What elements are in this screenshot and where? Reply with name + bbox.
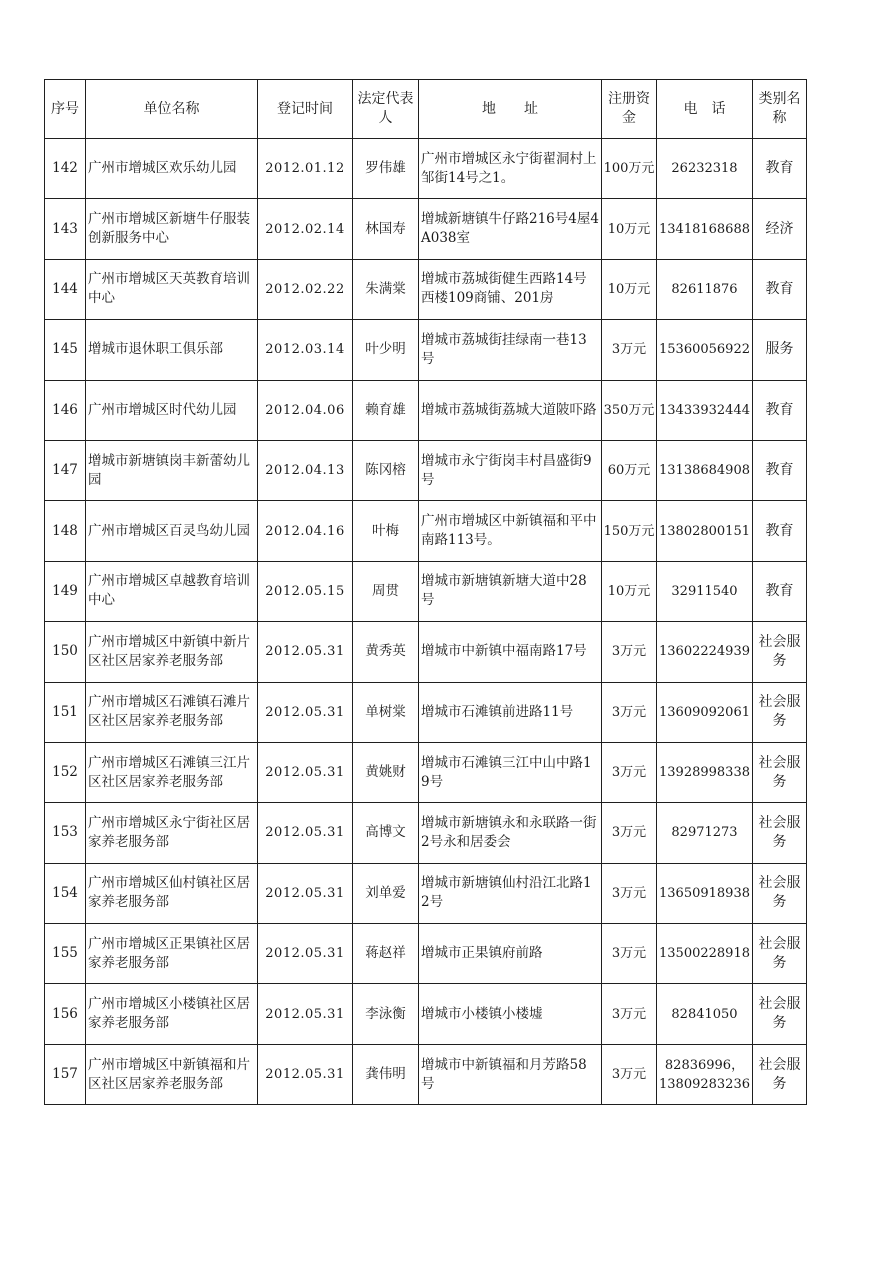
- cell-category: 教育: [752, 139, 806, 199]
- cell-registered-capital: 10万元: [602, 259, 657, 319]
- cell-category: 教育: [752, 380, 806, 440]
- cell-registered-capital: 150万元: [602, 501, 657, 561]
- table-row: [45, 440, 807, 500]
- cell-unit-name: 广州市增城区卓越教育培训中心: [86, 561, 258, 621]
- cell-registration-date: 2012.05.31: [258, 682, 353, 742]
- cell-unit-name: 广州市增城区石滩镇石滩片区社区居家养老服务部: [86, 682, 258, 742]
- table-row: [45, 984, 807, 1044]
- table-row: [45, 199, 807, 259]
- cell-seq: 150: [45, 622, 86, 682]
- cell-registered-capital: 3万元: [602, 742, 657, 802]
- cell-address: 增城市新塘镇新塘大道中28号: [419, 561, 602, 621]
- cell-address: 增城市永宁街岗丰村昌盛街9号: [419, 440, 602, 500]
- cell-unit-name: 广州市增城区中新镇中新片区社区居家养老服务部: [86, 622, 258, 682]
- cell-seq: 144: [45, 259, 86, 319]
- cell-phone: 32911540: [657, 561, 753, 621]
- cell-unit-name: 增城市退休职工俱乐部: [86, 320, 258, 380]
- cell-unit-name: 广州市增城区永宁街社区居家养老服务部: [86, 803, 258, 863]
- header-registration-date: 登记时间: [258, 80, 353, 139]
- cell-phone: 82611876: [657, 259, 753, 319]
- table-row: [45, 622, 807, 682]
- cell-unit-name: 广州市增城区时代幼儿园: [86, 380, 258, 440]
- cell-category: 服务: [752, 320, 806, 380]
- cell-registered-capital: 3万元: [602, 924, 657, 984]
- cell-registration-date: 2012.05.31: [258, 742, 353, 802]
- table-row: [45, 924, 807, 984]
- cell-legal-representative: 单树棠: [353, 682, 419, 742]
- cell-registration-date: 2012.01.12: [258, 139, 353, 199]
- table-header: [45, 80, 807, 139]
- cell-unit-name: 广州市增城区天英教育培训中心: [86, 259, 258, 319]
- cell-unit-name: 广州市增城区石滩镇三江片区社区居家养老服务部: [86, 742, 258, 802]
- cell-address: 增城市荔城街挂绿南一巷13号: [419, 320, 602, 380]
- cell-legal-representative: 刘单爱: [353, 863, 419, 923]
- cell-registration-date: 2012.05.31: [258, 622, 353, 682]
- table-row: [45, 803, 807, 863]
- cell-registered-capital: 3万元: [602, 984, 657, 1044]
- cell-legal-representative: 黄秀英: [353, 622, 419, 682]
- cell-address: 增城市石滩镇前进路11号: [419, 682, 602, 742]
- cell-registered-capital: 60万元: [602, 440, 657, 500]
- cell-seq: 151: [45, 682, 86, 742]
- cell-seq: 142: [45, 139, 86, 199]
- cell-seq: 143: [45, 199, 86, 259]
- cell-seq: 155: [45, 924, 86, 984]
- cell-legal-representative: 林国寿: [353, 199, 419, 259]
- header-category: 类别名称: [752, 80, 806, 139]
- cell-registration-date: 2012.05.31: [258, 863, 353, 923]
- cell-category: 教育: [752, 440, 806, 500]
- cell-seq: 149: [45, 561, 86, 621]
- cell-category: 教育: [752, 259, 806, 319]
- cell-registered-capital: 3万元: [602, 682, 657, 742]
- cell-address: 增城市中新镇福和月芳路58号: [419, 1044, 602, 1104]
- cell-seq: 156: [45, 984, 86, 1044]
- cell-registered-capital: 3万元: [602, 1044, 657, 1104]
- cell-address: 增城新塘镇牛仔路216号4屋4A038室: [419, 199, 602, 259]
- cell-registered-capital: 3万元: [602, 622, 657, 682]
- cell-registration-date: 2012.02.14: [258, 199, 353, 259]
- header-seq: 序号: [45, 80, 86, 139]
- cell-registration-date: 2012.04.16: [258, 501, 353, 561]
- cell-registration-date: 2012.02.22: [258, 259, 353, 319]
- cell-category: 社会服务: [752, 622, 806, 682]
- cell-address: 广州市增城区中新镇福和平中南路113号。: [419, 501, 602, 561]
- cell-registration-date: 2012.03.14: [258, 320, 353, 380]
- cell-unit-name: 广州市增城区小楼镇社区居家养老服务部: [86, 984, 258, 1044]
- cell-category: 教育: [752, 501, 806, 561]
- cell-address: 增城市新塘镇仙村沿江北路12号: [419, 863, 602, 923]
- cell-legal-representative: 高博文: [353, 803, 419, 863]
- cell-legal-representative: 陈冈榕: [353, 440, 419, 500]
- cell-seq: 153: [45, 803, 86, 863]
- cell-registered-capital: 3万元: [602, 803, 657, 863]
- cell-seq: 157: [45, 1044, 86, 1104]
- cell-unit-name: 广州市增城区正果镇社区居家养老服务部: [86, 924, 258, 984]
- cell-registered-capital: 10万元: [602, 561, 657, 621]
- header-unit-name: 单位名称: [86, 80, 258, 139]
- document-page: [44, 79, 807, 1105]
- cell-category: 教育: [752, 561, 806, 621]
- cell-unit-name: 广州市增城区欢乐幼儿园: [86, 139, 258, 199]
- cell-category: 社会服务: [752, 803, 806, 863]
- cell-phone: 13418168688: [657, 199, 753, 259]
- cell-legal-representative: 朱满棠: [353, 259, 419, 319]
- cell-category: 社会服务: [752, 1044, 806, 1104]
- cell-phone: 82971273: [657, 803, 753, 863]
- cell-legal-representative: 赖育雄: [353, 380, 419, 440]
- header-row: [45, 80, 807, 139]
- cell-seq: 147: [45, 440, 86, 500]
- table-row: [45, 139, 807, 199]
- cell-unit-name: 增城市新塘镇岗丰新蕾幼儿园: [86, 440, 258, 500]
- cell-legal-representative: 罗伟雄: [353, 139, 419, 199]
- cell-legal-representative: 周贯: [353, 561, 419, 621]
- cell-address: 增城市石滩镇三江中山中路19号: [419, 742, 602, 802]
- cell-registration-date: 2012.04.13: [258, 440, 353, 500]
- cell-phone: 13650918938: [657, 863, 753, 923]
- cell-phone: 13802800151: [657, 501, 753, 561]
- table-row: [45, 863, 807, 923]
- header-address: 地 址: [419, 80, 602, 139]
- cell-address: 增城市新塘镇永和永联路一街2号永和居委会: [419, 803, 602, 863]
- cell-category: 社会服务: [752, 863, 806, 923]
- cell-unit-name: 广州市增城区中新镇福和片区社区居家养老服务部: [86, 1044, 258, 1104]
- cell-phone: 82841050: [657, 984, 753, 1044]
- cell-seq: 145: [45, 320, 86, 380]
- cell-phone: 13928998338: [657, 742, 753, 802]
- table-body: [45, 139, 807, 1105]
- cell-phone: 13602224939: [657, 622, 753, 682]
- cell-legal-representative: 叶梅: [353, 501, 419, 561]
- cell-address: 增城市小楼镇小楼墟: [419, 984, 602, 1044]
- cell-seq: 154: [45, 863, 86, 923]
- table-row: [45, 380, 807, 440]
- cell-registered-capital: 350万元: [602, 380, 657, 440]
- cell-registered-capital: 100万元: [602, 139, 657, 199]
- cell-phone: 13609092061: [657, 682, 753, 742]
- cell-category: 社会服务: [752, 924, 806, 984]
- registration-table: [44, 79, 807, 1105]
- cell-seq: 148: [45, 501, 86, 561]
- cell-phone: 82836996，13809283236: [657, 1044, 753, 1104]
- cell-seq: 146: [45, 380, 86, 440]
- cell-address: 增城市荔城街荔城大道陂吓路: [419, 380, 602, 440]
- cell-phone: 13138684908: [657, 440, 753, 500]
- cell-unit-name: 广州市增城区新塘牛仔服装创新服务中心: [86, 199, 258, 259]
- table-row: [45, 742, 807, 802]
- cell-registration-date: 2012.05.31: [258, 1044, 353, 1104]
- cell-category: 社会服务: [752, 742, 806, 802]
- cell-registration-date: 2012.04.06: [258, 380, 353, 440]
- table-row: [45, 320, 807, 380]
- cell-registration-date: 2012.05.15: [258, 561, 353, 621]
- cell-address: 广州市增城区永宁街翟洞村上邹街14号之1。: [419, 139, 602, 199]
- cell-legal-representative: 叶少明: [353, 320, 419, 380]
- cell-address: 增城市荔城街健生西路14号西楼109商铺、201房: [419, 259, 602, 319]
- header-phone: 电 话: [657, 80, 753, 139]
- cell-seq: 152: [45, 742, 86, 802]
- cell-registration-date: 2012.05.31: [258, 984, 353, 1044]
- header-legal-representative: 法定代表人: [353, 80, 419, 139]
- cell-legal-representative: 龚伟明: [353, 1044, 419, 1104]
- cell-unit-name: 广州市增城区仙村镇社区居家养老服务部: [86, 863, 258, 923]
- cell-phone: 13500228918: [657, 924, 753, 984]
- cell-category: 社会服务: [752, 984, 806, 1044]
- cell-legal-representative: 蒋赵祥: [353, 924, 419, 984]
- cell-category: 社会服务: [752, 682, 806, 742]
- table-row: [45, 501, 807, 561]
- cell-phone: 26232318: [657, 139, 753, 199]
- cell-address: 增城市中新镇中福南路17号: [419, 622, 602, 682]
- cell-registered-capital: 3万元: [602, 863, 657, 923]
- cell-legal-representative: 李泳衡: [353, 984, 419, 1044]
- table-row: [45, 1044, 807, 1104]
- header-registered-capital: 注册资金: [602, 80, 657, 139]
- cell-registration-date: 2012.05.31: [258, 924, 353, 984]
- cell-phone: 13433932444: [657, 380, 753, 440]
- cell-registered-capital: 10万元: [602, 199, 657, 259]
- table-row: [45, 682, 807, 742]
- cell-category: 经济: [752, 199, 806, 259]
- table-row: [45, 259, 807, 319]
- table-row: [45, 561, 807, 621]
- cell-registered-capital: 3万元: [602, 320, 657, 380]
- cell-address: 增城市正果镇府前路: [419, 924, 602, 984]
- cell-unit-name: 广州市增城区百灵鸟幼儿园: [86, 501, 258, 561]
- cell-phone: 15360056922: [657, 320, 753, 380]
- cell-registration-date: 2012.05.31: [258, 803, 353, 863]
- cell-legal-representative: 黄姚财: [353, 742, 419, 802]
